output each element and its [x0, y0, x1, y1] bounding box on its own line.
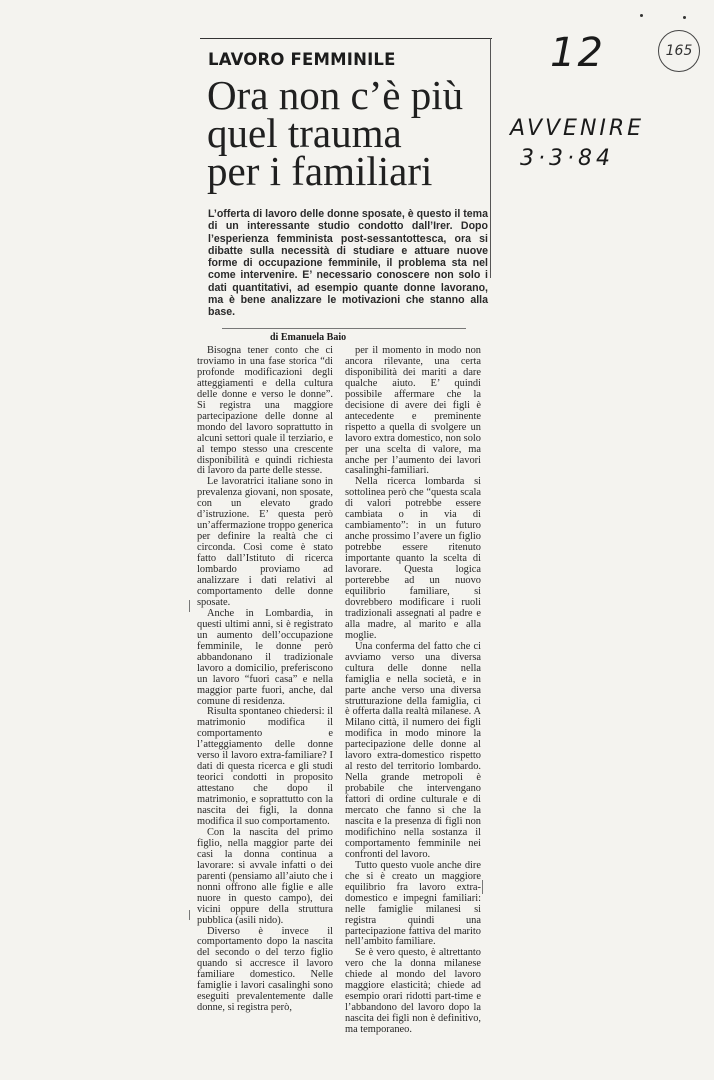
column-divider-rule	[490, 38, 491, 278]
scan-dot	[640, 14, 643, 17]
byline: di Emanuela Baio	[270, 332, 347, 343]
lead-paragraph: L’offerta di lavoro delle donne sposate, è questo il tema di un interessante studio condotto dall’Irer. Dopo l’esperienza femminista post-sessantottesca, ora si dibatte sulla necessità di studiare e attuare nuove forme di occupazione femminile, il problema sta nel come intervenire. E’ necessario conoscere non solo i dati quantitativi, ad esempio quante donne lavorano, ma è bene analizzare le motivazioni che stanno alla base.	[208, 208, 488, 319]
section-label: LAVORO FEMMINILE	[208, 50, 396, 69]
paragraph: Con la nascita del primo figlio, nella maggior parte dei casi la donna continua a lavorare: si avvale infatti o dei parenti (pensiamo all’aiuto che i nonni offrono alle figlie e alle nuore in questo campo), dei vicini oppure della struttura pubblica (asili nido).	[197, 826, 333, 926]
paragraph: Le lavoratrici italiane sono in prevalenza giovani, non sposate, con un elevato grado d’istruzione. E’ questa però un’affermazione troppo generica per definire la realtà che ci circonda. Così come è stato fatto dall’Istituto di ricerca lombardo proviamo ad analizzare i dati relativi al comportamento delle donne sposate.	[197, 476, 333, 608]
article-column-1	[197, 346, 333, 1014]
paragraph: Risulta spontaneo chiedersi: il matrimonio modifica il comportamento e l’atteggiamento delle donne verso il lavoro extra-familiare? I dati di questa ricerca e gli studi teorici condotti in proposito attestano che dopo il matrimonio, e soprattutto con la nascita dei figli, la donna modifica il suo comportamento.	[197, 706, 333, 827]
archive-stamp: 165	[658, 30, 700, 72]
paragraph: Bisogna tener conto che ci troviamo in una fase storica “di profonde modificazioni degli atteggiamenti e della cultura delle donne e verso le donne”. Si registra una maggiore partecipazione delle donne al mondo del lavoro soprattutto in alcuni settori quale il terziario, e al tempo stesso una crescente disponibilità e quindi richiesta di lavoro da parte delle stesse.	[197, 345, 333, 477]
headline-line: quel trauma	[207, 110, 402, 156]
headline	[207, 72, 487, 194]
article-column-2	[345, 346, 481, 1036]
paragraph: Anche in Lombardia, in questi ultimi anni, si è registrato un aumento dell’occupazione femminile, le donne però abbandonano il tradizionale lavoro a domicilio, preferiscono un lavoro “fuori casa” e nella maggior parte fuori, anche, dal comune di residenza.	[197, 607, 333, 707]
scan-mark	[189, 600, 190, 612]
handwritten-number: 12	[550, 30, 605, 76]
headline-line: per i familiari	[207, 148, 433, 194]
paragraph: Una conferma del fatto che ci avviamo verso una diversa cultura delle donne nella famiglia e nella società, e in parte anche verso una diversa strutturazione della famiglia, ci è offerta dalla realtà milanese. A Milano città, il numero dei figli modifica in modo minore la partecipazione delle donne al lavoro extra-domestico rispetto al resto del territorio lombardo. Nella grande metropoli è probabile che intervengano fattori di ordine culturale e di mercato che fanno sì che la nascita e la presenza di figli non modifichino nella sostanza il comportamento femminile nei confronti del lavoro.	[345, 640, 481, 860]
scan-mark	[482, 880, 483, 894]
paragraph: Nella ricerca lombarda si sottolinea però che “questa scala di valori potrebbe essere cambiata o in via di cambiamento”: in un futuro anche prossimo l’avere un figlio potrebbe essere ritenuto importante quanto la scelta di lavorare. Questa logica porterebbe ad un nuovo equilibrio familiare, si dovrebbero modificare i ruoli tradizionali assegnati al padre e alla madre, al marito e alla moglie.	[345, 476, 481, 641]
paragraph: Diverso è invece il comportamento dopo la nascita del secondo o del terzo figlio quando si accresce il lavoro familiare domestico. Nelle famiglie i lavori casalinghi sono eseguiti prevalentemente dalle donne, si registra però,	[197, 925, 333, 1014]
paragraph: per il momento in modo non ancora rilevante, una certa disponibilità dei mariti a dare qualche aiuto. E’ quindi possibile affermare che la decisione di avere dei figli è antecedente e preminente rispetto a quella di svolgere un lavoro extra domestico, non solo per una scelta di valore, ma anche per l’aumento dei lavori casalinghi-familiari.	[345, 345, 481, 477]
scan-mark	[189, 910, 190, 920]
headline-line: Ora non c’è più	[207, 72, 464, 118]
paragraph: Tutto questo vuole anche dire che si è creato un maggiore equilibrio fra lavoro extra-domestico e impegni familiari: nelle famiglie milanesi si registra quindi una partecipazione fattiva del marito nell’ambito familiare.	[345, 859, 481, 948]
byline-rule	[222, 328, 466, 329]
top-rule	[200, 38, 492, 39]
handwritten-date: 3·3·84	[520, 146, 614, 171]
paragraph: Se è vero questo, è altrettanto vero che la donna milanese chiede al mondo del lavoro maggiore elasticità; chiede ad esempio orari ridotti part-time e l’abbandono del lavoro dopo la nascita dei figli non è definitivo, ma temporaneo.	[345, 947, 481, 1036]
scan-dot	[683, 16, 686, 19]
handwritten-newspaper-name: AVVENIRE	[510, 116, 645, 141]
